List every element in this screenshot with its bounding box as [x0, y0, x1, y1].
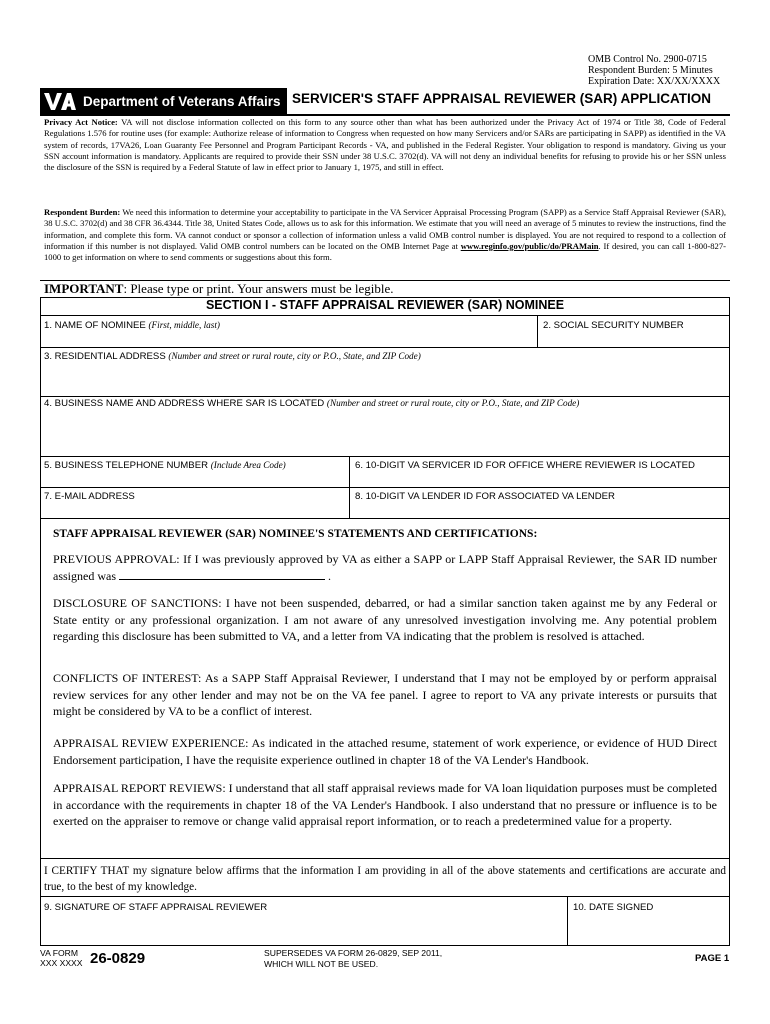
footer-form-label [40, 948, 83, 968]
business-phone-hint: (Include Area Code) [210, 460, 286, 470]
supersedes-note [264, 948, 442, 969]
date-signed-field[interactable] [573, 902, 653, 913]
reginfo-link[interactable]: www.reginfo.gov/public/do/PRAMain [460, 240, 599, 251]
email-field[interactable] [44, 491, 135, 502]
nominee-name-hint: (First, middle, last) [148, 320, 220, 330]
form-date-label: XXX XXXX [40, 958, 83, 968]
privacy-act-label: Privacy Act Notice: [44, 117, 118, 127]
divider [40, 347, 730, 348]
business-address-hint: (Number and street or rural route, city or P.O., State, and ZIP Code) [326, 398, 580, 408]
title-rule [40, 114, 730, 116]
servicer-id-field[interactable] [355, 460, 695, 471]
respondent-burden-text-end: . If desired, you can call 1-800-827-1000 to get information on where to send comments or suggestions about this form. [44, 240, 726, 263]
divider [40, 396, 730, 397]
page-number: PAGE 1 [695, 953, 730, 964]
residential-address-field[interactable] [44, 351, 421, 362]
sar-id-input[interactable] [119, 569, 325, 580]
divider [40, 456, 730, 457]
respondent-burden-text: We need this information to determine your acceptability to participate in the VA Servicer Appraisal Processing Program (SAPP) as a Service Staff Appraisal Reviewer (SAR), 38 U.S.C. 3702(d) and 38 CFR 36.4344. Title 38, United States Code, allows us to ask for this information. We estimate that you will need an average of 5 minutes to review the instructions, find the information, and complete this form. VA cannot conduct or sponsor a collection of information unless a valid OMB control number is displayed. You are not required to respond to a collection of information if this number is not displayed. Valid OMB control numbers can be located on the OMB Internet Page at [44, 207, 727, 251]
divider [40, 858, 730, 859]
signature-label: 9. SIGNATURE OF STAFF APPRAISAL REVIEWER [44, 902, 268, 913]
omb-control-number: OMB Control No. 2900-0715 [588, 54, 707, 65]
respondent-burden-time: Respondent Burden: 5 Minutes [588, 65, 713, 76]
respondent-burden-label: Respondent Burden: [44, 207, 121, 217]
omb-info [588, 54, 720, 87]
certifications-heading: STAFF APPRAISAL REVIEWER (SAR) NOMINEE'S STATEMENTS AND CERTIFICATIONS: [53, 528, 538, 540]
divider [349, 456, 350, 518]
conflicts-statement: CONFLICTS OF INTEREST: As a SAPP Staff Appraisal Reviewer, I understand that I may not be employed by or perform appraisal review services for any other lender and may not be on the VA fee panel. I agree to report to VA any private interests or pursuits that might be considered by VA to be a conflict of interest. [53, 671, 717, 719]
reports-statement: APPRAISAL REPORT REVIEWS: I understand that all staff appraisal reviews made for VA loan liquidation purposes must be completed in accordance with the requirements in chapter 18 of the VA Lender's Handbook. I also understand that no pressure or influence is to be exerted on the appraiser to remove or change valid appraisal report information, or to reach a predetermined value for a property. [53, 781, 717, 829]
signature-field[interactable] [44, 902, 267, 913]
lender-id-field[interactable] [355, 491, 615, 502]
business-phone-label: 5. BUSINESS TELEPHONE NUMBER [44, 460, 209, 471]
important-label: IMPORTANT [44, 281, 124, 296]
privacy-act-notice [44, 117, 726, 173]
va-seal-icon [43, 90, 77, 112]
servicer-id-label: 6. 10-DIGIT VA SERVICER ID FOR OFFICE WHERE REVIEWER IS LOCATED [355, 460, 695, 471]
nominee-name-field[interactable] [44, 320, 220, 331]
department-name: Department of Veterans Affairs [83, 93, 281, 109]
previous-approval-statement [53, 551, 717, 584]
section-1-title: SECTION I - STAFF APPRAISAL REVIEWER (SAR) NOMINEE [205, 298, 565, 312]
lender-id-label: 8. 10-DIGIT VA LENDER ID FOR ASSOCIATED VA LENDER [355, 491, 615, 502]
sanctions-statement: DISCLOSURE OF SANCTIONS: I have not been suspended, debarred, or had a similar sanction taken against me by any Federal or State entity or any professional organization. I am not aware of any unresolved investigation involving me. Any potential problem regarding this disclosure has been submitted to VA, and a letter from VA indicating that the problem is resolved is attached. [53, 596, 717, 644]
divider [40, 315, 730, 316]
nominee-name-label: 1. NAME OF NOMINEE [44, 320, 146, 331]
supersedes-line-2: WHICH WILL NOT BE USED. [264, 958, 379, 969]
supersedes-line-1: SUPERSEDES VA FORM 26-0829, SEP 2011, [264, 948, 443, 958]
previous-approval-end: . [328, 568, 331, 583]
expiration-date: Expiration Date: XX/XX/XXXX [588, 76, 721, 87]
divider [537, 315, 538, 347]
respondent-burden-notice [44, 207, 726, 263]
certify-statement: I CERTIFY THAT my signature below affirms that the information I am providing in all of the above statements and certifications are accurate and true, to the best of my knowledge. [44, 865, 726, 893]
residential-address-label: 3. RESIDENTIAL ADDRESS [44, 351, 166, 362]
divider [40, 896, 730, 897]
va-form-label: VA FORM [40, 948, 79, 958]
form-number: 26-0829 [90, 950, 146, 967]
form-title: SERVICER'S STAFF APPRAISAL REVIEWER (SAR) APPLICATION [292, 91, 711, 106]
residential-address-hint: (Number and street or rural route, city or P.O., State, and ZIP Code) [168, 351, 421, 361]
divider [567, 896, 568, 946]
divider [40, 487, 730, 488]
privacy-act-text: VA will not disclose information collected on this form to any source other than what has been authorized under the Privacy Act of 1974 or Title 38, Code of Federal Regulations 1.576 for routine uses (for example: Authorize release of information to Congress when requested on how many Servicers and/or SARs are participating in SAPP) as identified in the VA system of records, 17VA26, Loan Guaranty Fee Personnel and Program Participant Records - VA, and published in the Federal Register. Your obligation to respond is mandatory. Giving us your SSN account information is mandatory. Applicants are required to provide their SSN under 38 U.S.C. 3702(d). VA will not deny an individual benefits for refusing to provide his or her SSN unless the disclosure of the SSN is required by a Federal Statute of law in effect prior to January 1, 1975, and still in effect. [44, 117, 726, 173]
ssn-label: 2. SOCIAL SECURITY NUMBER [543, 320, 684, 331]
important-text: : Please type or print. Your answers must be legible. [123, 281, 394, 296]
previous-approval-text: PREVIOUS APPROVAL: If I was previously approved by VA as either a SAPP or LAPP Staff Appraisal Reviewer, the SAR ID number assigned was [53, 552, 717, 583]
important-notice [40, 280, 730, 297]
divider [40, 518, 730, 519]
ssn-field[interactable] [543, 320, 684, 331]
business-address-field[interactable] [44, 398, 579, 409]
date-signed-label: 10. DATE SIGNED [573, 902, 654, 913]
va-logo [40, 88, 287, 114]
business-phone-field[interactable] [44, 460, 286, 471]
business-address-label: 4. BUSINESS NAME AND ADDRESS WHERE SAR IS LOCATED [44, 398, 325, 409]
email-label: 7. E-MAIL ADDRESS [44, 491, 135, 502]
experience-statement: APPRAISAL REVIEW EXPERIENCE: As indicated in the attached resume, statement of work experience, or evidence of HUD Direct Endorsement participation, I have the requisite experience outlined in chapter 18 of the VA Lender's Handbook. [53, 736, 717, 767]
